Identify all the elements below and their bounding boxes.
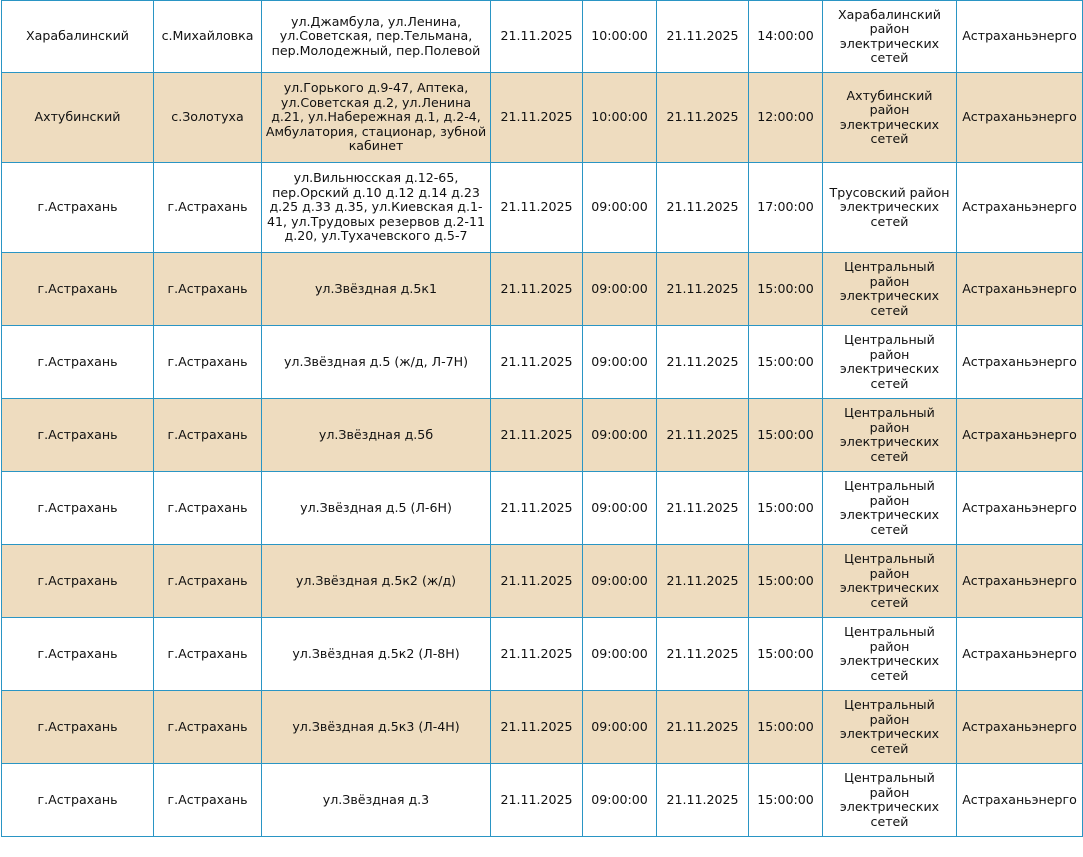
table-row	[2, 253, 1083, 326]
settlement-cell: с.Золотуха	[154, 73, 262, 163]
end-date-cell: 21.11.2025	[657, 618, 749, 691]
start-date-cell: 21.11.2025	[491, 399, 583, 472]
district-cell: г.Астрахань	[2, 253, 154, 326]
end-time-cell: 15:00:00	[749, 691, 823, 764]
start-date-cell: 21.11.2025	[491, 1, 583, 73]
table-row	[2, 399, 1083, 472]
end-date-cell: 21.11.2025	[657, 691, 749, 764]
settlement-cell: г.Астрахань	[154, 545, 262, 618]
start-time-cell: 09:00:00	[583, 545, 657, 618]
address-cell: ул.Звёздная д.5к2 (ж/д)	[262, 545, 491, 618]
end-date-cell: 21.11.2025	[657, 472, 749, 545]
address-cell: ул.Звёздная д.3	[262, 764, 491, 837]
end-time-cell: 15:00:00	[749, 399, 823, 472]
start-date-cell: 21.11.2025	[491, 326, 583, 399]
settlement-cell: г.Астрахань	[154, 618, 262, 691]
start-time-cell: 09:00:00	[583, 691, 657, 764]
end-date-cell: 21.11.2025	[657, 326, 749, 399]
end-date-cell: 21.11.2025	[657, 253, 749, 326]
district-cell: Харабалинский	[2, 1, 154, 73]
address-cell: ул.Звёздная д.5к3 (Л-4Н)	[262, 691, 491, 764]
settlement-cell: г.Астрахань	[154, 163, 262, 253]
company-cell: Астраханьэнерго	[957, 691, 1083, 764]
table-row	[2, 691, 1083, 764]
network-cell: Центральный район электрических сетей	[823, 253, 957, 326]
start-time-cell: 09:00:00	[583, 764, 657, 837]
company-cell: Астраханьэнерго	[957, 545, 1083, 618]
end-time-cell: 15:00:00	[749, 253, 823, 326]
start-date-cell: 21.11.2025	[491, 691, 583, 764]
table-row	[2, 163, 1083, 253]
company-cell: Астраханьэнерго	[957, 163, 1083, 253]
settlement-cell: г.Астрахань	[154, 253, 262, 326]
start-time-cell: 10:00:00	[583, 73, 657, 163]
address-cell: ул.Звёздная д.5 (Л-6Н)	[262, 472, 491, 545]
district-cell: г.Астрахань	[2, 691, 154, 764]
company-cell: Астраханьэнерго	[957, 326, 1083, 399]
end-time-cell: 12:00:00	[749, 73, 823, 163]
end-time-cell: 17:00:00	[749, 163, 823, 253]
end-date-cell: 21.11.2025	[657, 764, 749, 837]
company-cell: Астраханьэнерго	[957, 399, 1083, 472]
start-date-cell: 21.11.2025	[491, 163, 583, 253]
district-cell: г.Астрахань	[2, 163, 154, 253]
settlement-cell: г.Астрахань	[154, 326, 262, 399]
district-cell: г.Астрахань	[2, 764, 154, 837]
end-date-cell: 21.11.2025	[657, 163, 749, 253]
end-date-cell: 21.11.2025	[657, 545, 749, 618]
table-row	[2, 326, 1083, 399]
table-row	[2, 764, 1083, 837]
company-cell: Астраханьэнерго	[957, 73, 1083, 163]
start-date-cell: 21.11.2025	[491, 253, 583, 326]
table-row	[2, 472, 1083, 545]
table-row	[2, 618, 1083, 691]
network-cell: Харабалинский район электрических сетей	[823, 1, 957, 73]
district-cell: г.Астрахань	[2, 326, 154, 399]
end-time-cell: 15:00:00	[749, 618, 823, 691]
settlement-cell: с.Михайловка	[154, 1, 262, 73]
network-cell: Центральный район электрических сетей	[823, 545, 957, 618]
district-cell: г.Астрахань	[2, 618, 154, 691]
settlement-cell: г.Астрахань	[154, 472, 262, 545]
address-cell: ул.Вильнюсская д.12-65, пер.Орский д.10 д.12 д.14 д.23 д.25 д.33 д.35, ул.Киевская д.1-41, ул.Трудовых резервов д.2-11 д.20, ул.Тухачевского д.5-7	[262, 163, 491, 253]
settlement-cell: г.Астрахань	[154, 399, 262, 472]
network-cell: Центральный район электрических сетей	[823, 326, 957, 399]
start-time-cell: 09:00:00	[583, 618, 657, 691]
end-date-cell: 21.11.2025	[657, 399, 749, 472]
address-cell: ул.Звёздная д.5б	[262, 399, 491, 472]
end-time-cell: 15:00:00	[749, 764, 823, 837]
table-row	[2, 1, 1083, 73]
start-date-cell: 21.11.2025	[491, 764, 583, 837]
start-date-cell: 21.11.2025	[491, 618, 583, 691]
start-time-cell: 09:00:00	[583, 472, 657, 545]
end-time-cell: 14:00:00	[749, 1, 823, 73]
address-cell: ул.Звёздная д.5к1	[262, 253, 491, 326]
end-date-cell: 21.11.2025	[657, 1, 749, 73]
company-cell: Астраханьэнерго	[957, 1, 1083, 73]
network-cell: Центральный район электрических сетей	[823, 764, 957, 837]
network-cell: Трусовский район электрических сетей	[823, 163, 957, 253]
settlement-cell: г.Астрахань	[154, 691, 262, 764]
address-cell: ул.Джамбула, ул.Ленина, ул.Советская, пер.Тельмана, пер.Молодежный, пер.Полевой	[262, 1, 491, 73]
district-cell: г.Астрахань	[2, 472, 154, 545]
company-cell: Астраханьэнерго	[957, 472, 1083, 545]
start-time-cell: 09:00:00	[583, 326, 657, 399]
table-row	[2, 545, 1083, 618]
start-time-cell: 09:00:00	[583, 253, 657, 326]
district-cell: г.Астрахань	[2, 399, 154, 472]
company-cell: Астраханьэнерго	[957, 253, 1083, 326]
district-cell: Ахтубинский	[2, 73, 154, 163]
company-cell: Астраханьэнерго	[957, 618, 1083, 691]
end-time-cell: 15:00:00	[749, 545, 823, 618]
start-date-cell: 21.11.2025	[491, 545, 583, 618]
outages-table	[1, 0, 1083, 837]
start-time-cell: 09:00:00	[583, 163, 657, 253]
table-row	[2, 73, 1083, 163]
end-date-cell: 21.11.2025	[657, 73, 749, 163]
address-cell: ул.Звёздная д.5 (ж/д, Л-7Н)	[262, 326, 491, 399]
settlement-cell: г.Астрахань	[154, 764, 262, 837]
network-cell: Центральный район электрических сетей	[823, 472, 957, 545]
start-time-cell: 09:00:00	[583, 399, 657, 472]
start-date-cell: 21.11.2025	[491, 472, 583, 545]
network-cell: Ахтубинский район электрических сетей	[823, 73, 957, 163]
company-cell: Астраханьэнерго	[957, 764, 1083, 837]
start-time-cell: 10:00:00	[583, 1, 657, 73]
end-time-cell: 15:00:00	[749, 326, 823, 399]
address-cell: ул.Горького д.9-47, Аптека, ул.Советская д.2, ул.Ленина д.21, ул.Набережная д.1, д.2-4, Амбулатория, стационар, зубной кабинет	[262, 73, 491, 163]
end-time-cell: 15:00:00	[749, 472, 823, 545]
network-cell: Центральный район электрических сетей	[823, 691, 957, 764]
start-date-cell: 21.11.2025	[491, 73, 583, 163]
network-cell: Центральный район электрических сетей	[823, 399, 957, 472]
network-cell: Центральный район электрических сетей	[823, 618, 957, 691]
district-cell: г.Астрахань	[2, 545, 154, 618]
address-cell: ул.Звёздная д.5к2 (Л-8Н)	[262, 618, 491, 691]
